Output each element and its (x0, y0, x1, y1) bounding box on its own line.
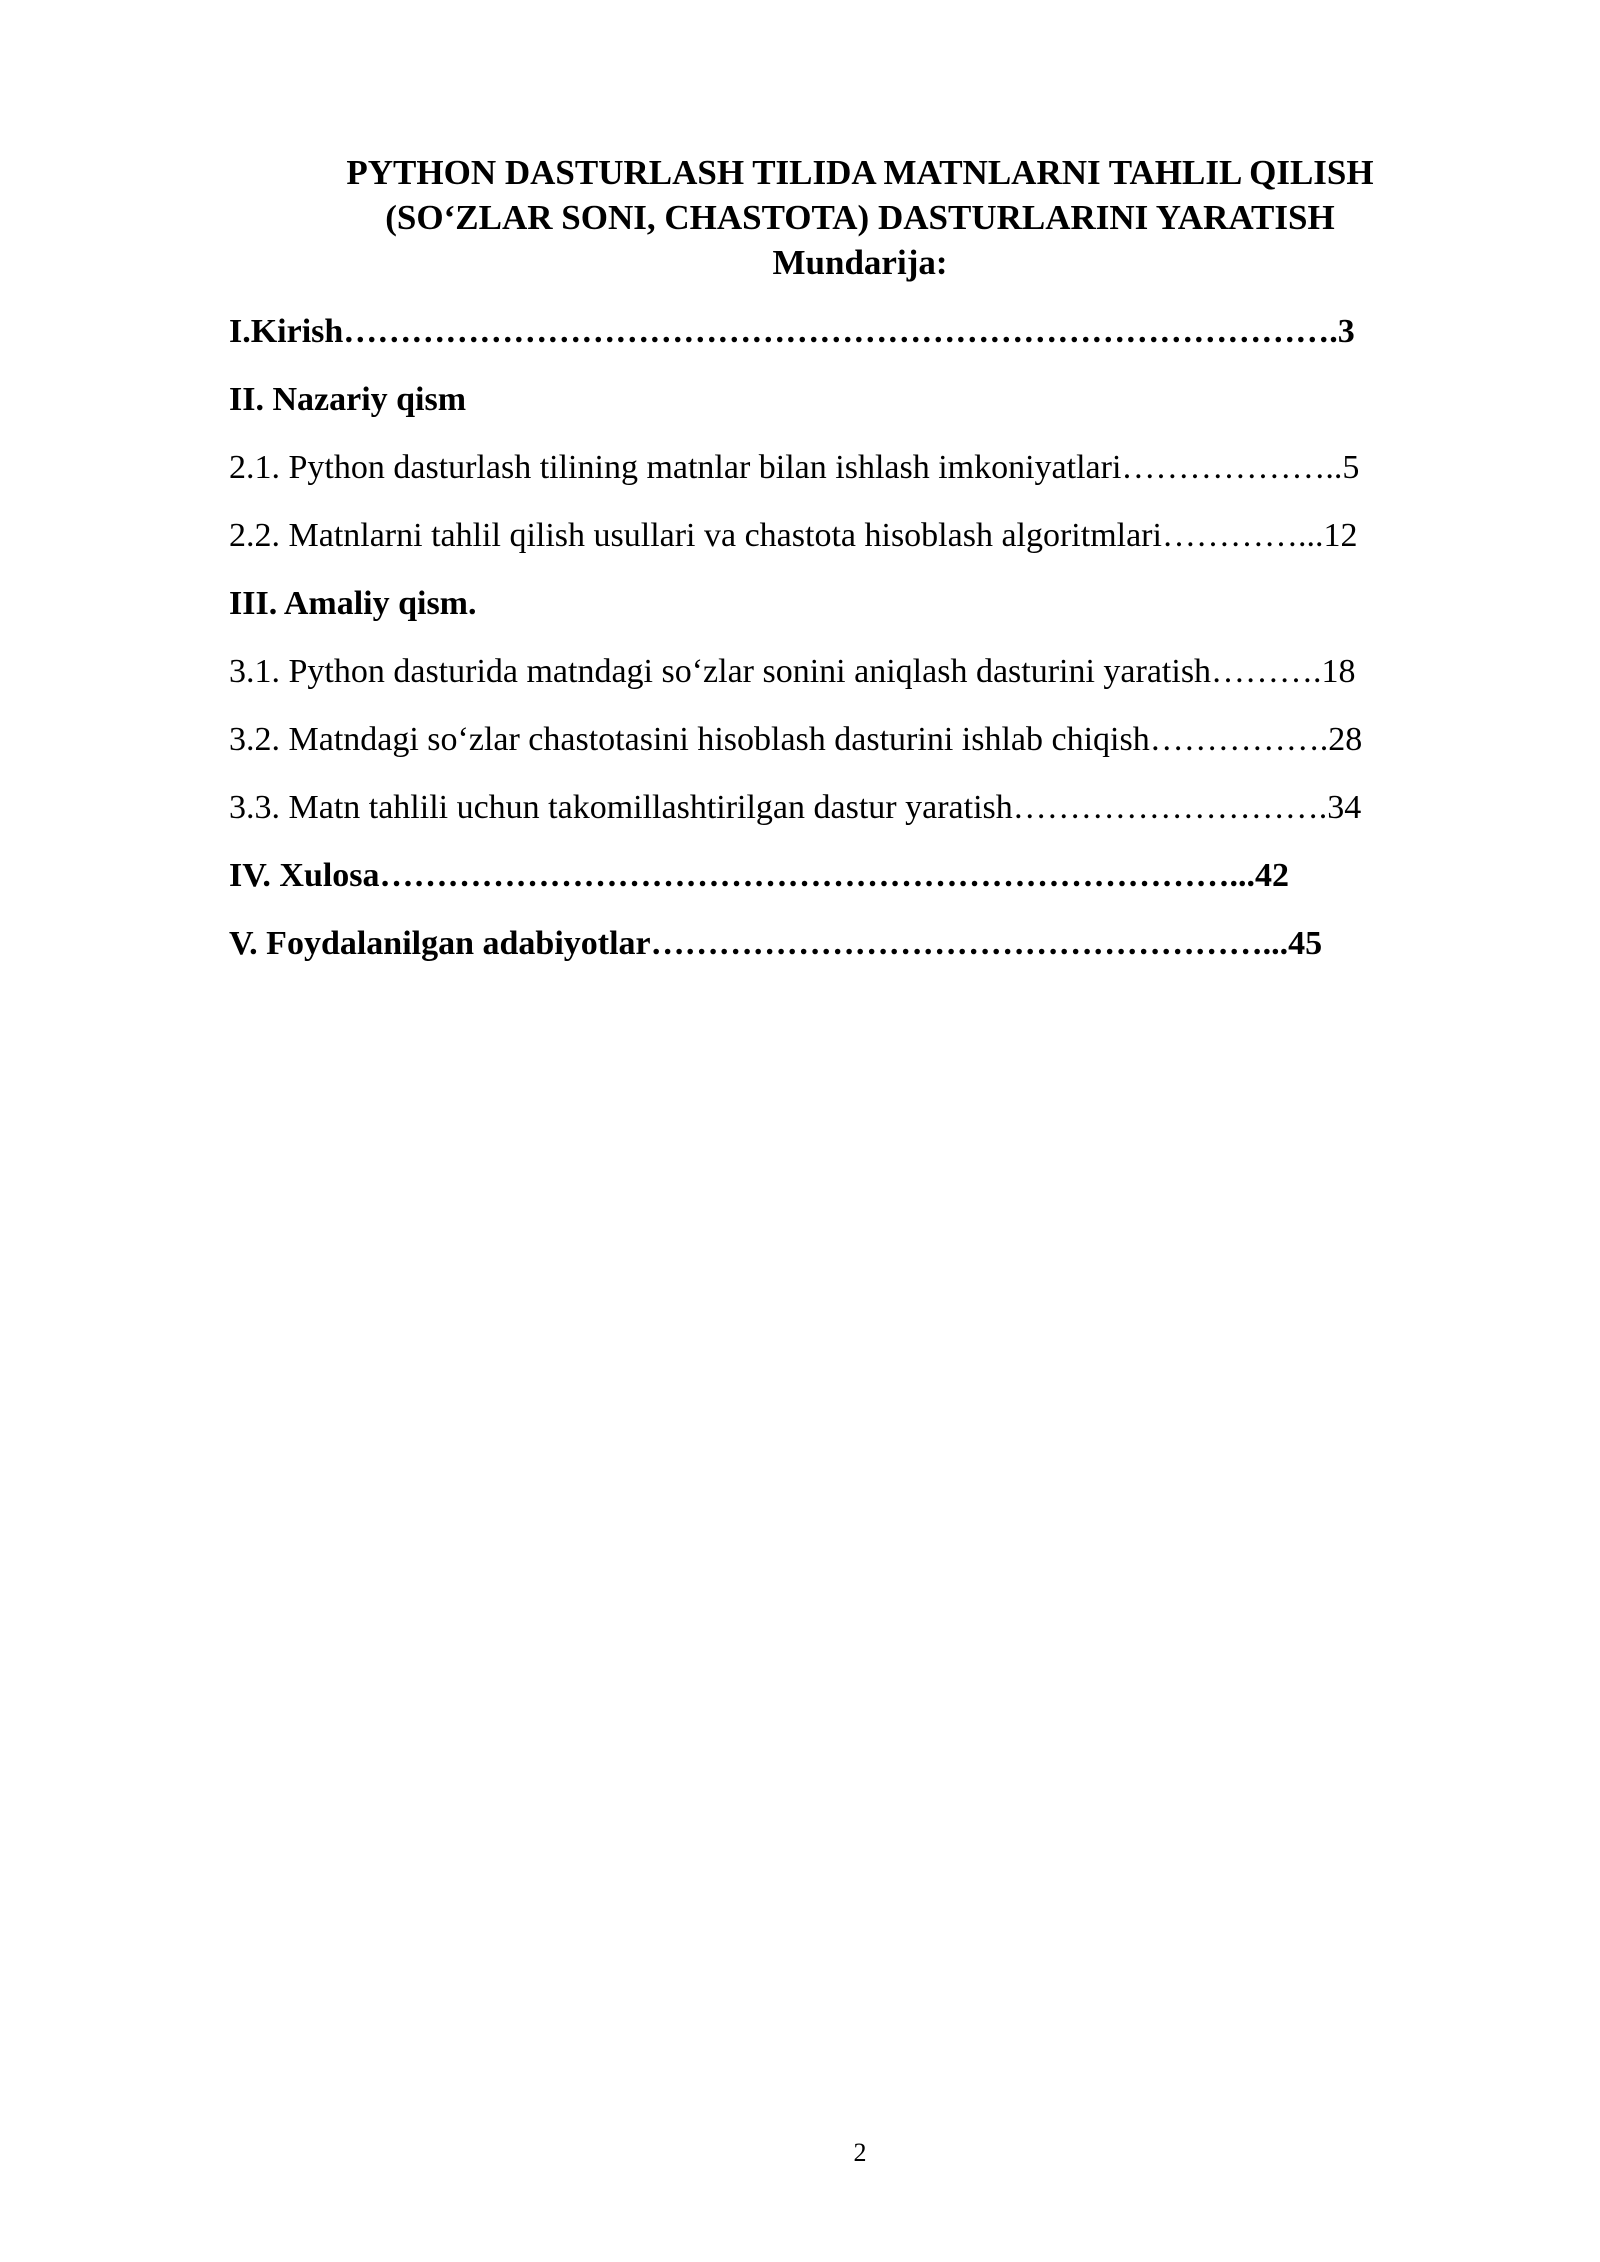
toc-entry-kirish: I.Kirish…………………………………………………………………………….3 (229, 313, 1355, 350)
page-number: 2 (853, 2138, 867, 2167)
toc-entry-3-3: 3.3. Matn tahlili uchun takomillashtirilgan dastur yaratish……………………….34 (229, 789, 1362, 826)
title-line-1: PYTHON DASTURLASH TILIDA MATNLARNI TAHLIL QILISH (346, 153, 1374, 192)
document-title (0, 150, 1600, 285)
toc-entry-3-1: 3.1. Python dasturida matndagi so‘zlar sonini aniqlash dasturini yaratish……….18 (229, 653, 1356, 690)
toc-entry-amaliy-qism: III. Amaliy qism. (229, 585, 477, 622)
toc-entry-3-2: 3.2. Matndagi so‘zlar chastotasini hisoblash dasturini ishlab chiqish…………….28 (229, 721, 1363, 758)
toc-entry-nazariy-qism: II. Nazariy qism (229, 381, 467, 418)
toc-entry-2-2: 2.2. Matnlarni tahlil qilish usullari va chastota hisoblash algoritmlari…………...12 (229, 517, 1358, 554)
toc-entry-2-1: 2.1. Python dasturlash tilining matnlar bilan ishlash imkoniyatlari………………..5 (229, 449, 1360, 486)
contents-heading: Mundarija: (772, 243, 948, 282)
table-of-contents (229, 308, 1489, 988)
title-line-2: (SO‘ZLAR SONI, CHASTOTA) DASTURLARINI YARATISH (385, 198, 1335, 237)
toc-entry-adabiyotlar: V. Foydalanilgan adabiyotlar………………………………………………...45 (229, 925, 1323, 962)
toc-entry-xulosa: IV. Xulosa…………………………………………………………………...42 (229, 857, 1290, 894)
